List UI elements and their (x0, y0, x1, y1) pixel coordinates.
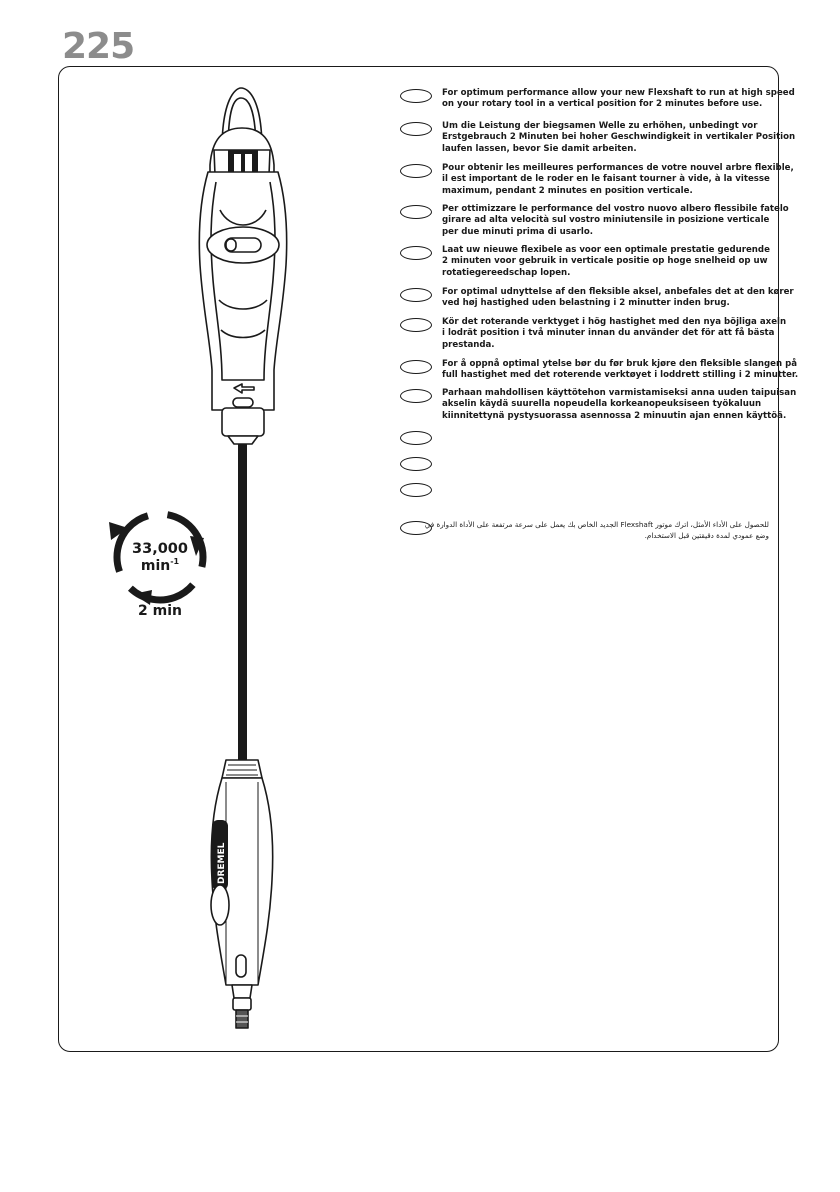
instruction-line: prestanda. (442, 339, 495, 350)
instruction-line: il est important de le roder en le faisant tourner à vide, à la vitesse (442, 174, 770, 185)
rotation-unit-exponent: -1 (170, 557, 180, 566)
run-duration: 2 min (138, 603, 182, 619)
instruction-line: Parhaan mahdollisen käyttötehon varmistamiseksi anna uuden taipuisan (442, 388, 797, 398)
page-number: 225 (62, 26, 135, 67)
instruction-line: ved høj hastighed uden belastning i 2 minutter inden brug. (442, 298, 730, 309)
rotation-speed: 33,000 (132, 541, 188, 557)
brand-logo: DREMEL (217, 842, 227, 884)
instruction-line: للحصول على الأداء الأمثل، اترك موتور Flexshaft الجديد الخاص بك يعمل على سرعة مرتفعة على الأداة الدوارة في (424, 520, 769, 529)
instruction-line: 2 minuten voor gebruik in verticale positie op hoge snelheid op uw (442, 256, 768, 267)
instruction-line: Per ottimizzare le performance del vostro nuovo albero flessibile fatelo (442, 204, 789, 214)
instruction-line: For optimal udnyttelse af den fleksible aksel, anbefales det at den kører (442, 287, 794, 297)
instruction-line: girare ad alta velocità sul vostro miniutensile in posizione verticale (442, 215, 770, 226)
instruction-line: Laat uw nieuwe flexibele as voor een optimale prestatie gedurende (442, 245, 770, 255)
instruction-line: For å oppnå optimal ytelse bør du før bruk kjøre den fleksible slangen på (442, 359, 798, 369)
instruction-line: For optimum performance allow your new Flexshaft to run at high speed (442, 88, 795, 98)
instruction-line: وضع عمودي لمدة دقيقتين قبل الاستخدام. (644, 530, 769, 540)
instruction-line: on your rotary tool in a vertical position for 2 minutes before use. (442, 99, 763, 110)
instruction-line: full hastighet med det roterende verktøyet i loddrett stilling i 2 minutter. (442, 370, 799, 381)
instruction-line: laufen lassen, bevor Sie damit arbeiten. (442, 143, 637, 154)
instruction-line: akselin käydä suurella nopeudella korkeanopeuksiseen työkaluun (442, 399, 762, 410)
instruction-line: maximum, pendant 2 minutes en position verticale. (442, 185, 693, 196)
instruction-line: Um die Leistung der biegsamen Welle zu erhöhen, unbedingt vor (442, 121, 758, 131)
instruction-line: kiinnitettynä pystysuorassa asennossa 2 minuutin ajan ennen käyttöä. (442, 410, 787, 421)
instruction-line: Pour obtenir les meilleures performances de votre nouvel arbre flexible, (442, 163, 794, 173)
instruction-line: i lodrät position i två minuter innan du använder det för att få bästa (442, 328, 775, 339)
instruction-line: Kör det roterande verktyget i hög hastighet med den nya böjliga axeln (442, 317, 787, 327)
instruction-line: rotatiegereedschap lopen. (442, 267, 571, 278)
instruction-line: per due minuti prima di usarlo. (442, 226, 594, 237)
instruction-line: Erstgebrauch 2 Minuten bei hoher Geschwindigkeit in vertikaler Position (442, 132, 796, 143)
rotation-unit-base: min (140, 558, 171, 574)
